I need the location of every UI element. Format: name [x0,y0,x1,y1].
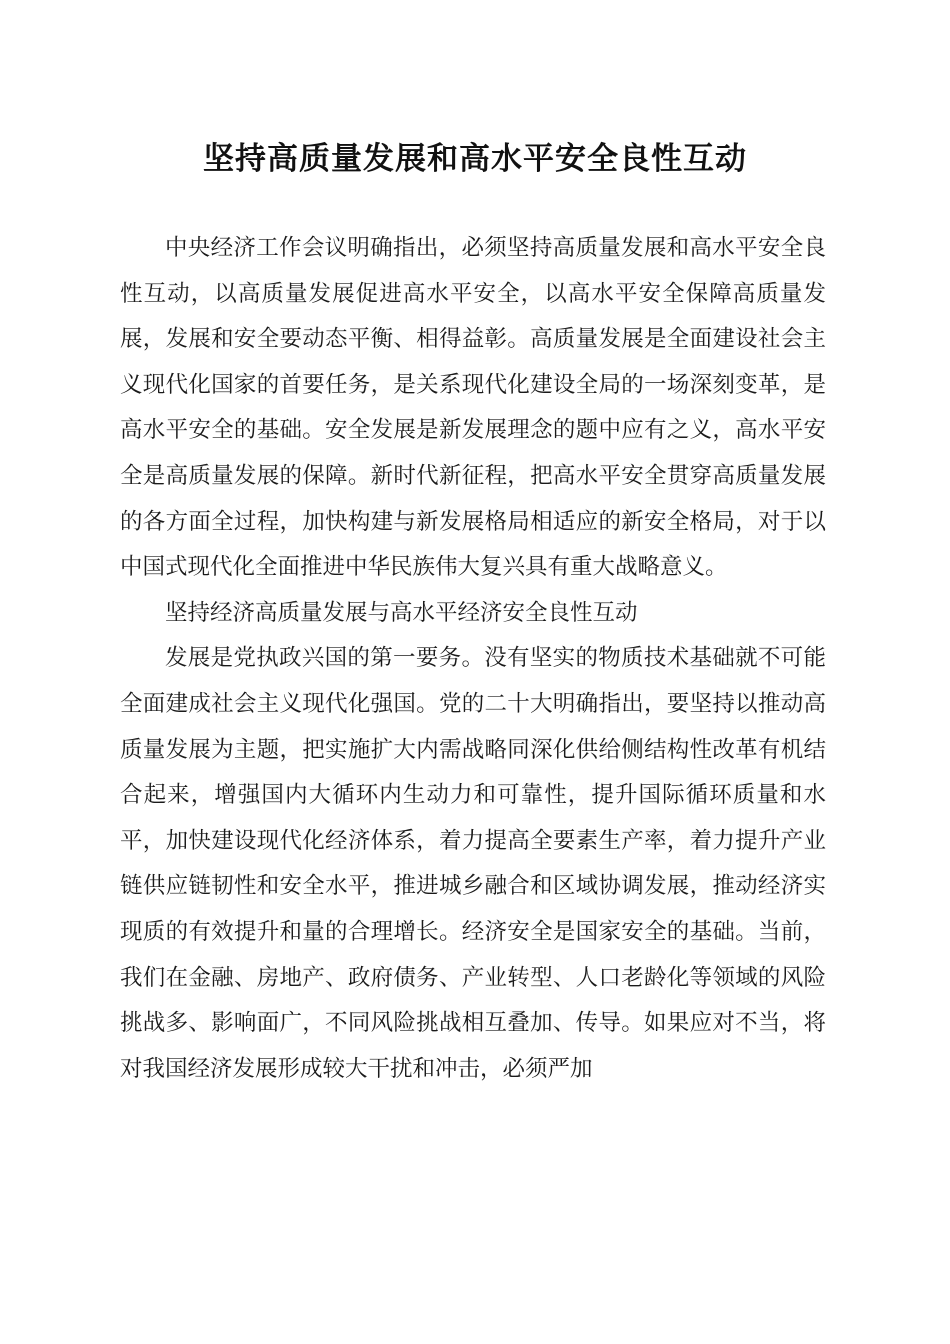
document-body [120,226,826,1092]
section-heading: 坚持经济高质量发展与高水平经济安全良性互动 [165,599,638,626]
paragraph-development: 发展是党执政兴国的第一要务。没有坚实的物质技术基础就不可能全面建成社会主义现代化强国。党的二十大明确指出，要坚持以推动高质量发展为主题，把实施扩大内需战略同深化供给侧结构性改革有机结合起来，增强国内大循环内生动力和可靠性，提升国际循环质量和水平，加快建设现代化经济体系，着力提高全要素生产率，着力提升产业链供应链韧性和安全水平，推进城乡融合和区域协调发展，推动经济实现质的有效提升和量的合理增长。经济安全是国家安全的基础。当前，我们在金融、房地产、政府债务、产业转型、人口老龄化等领域的风险挑战多、影响面广，不同风险挑战相互叠加、传导。如果应对不当，将对我国经济发展形成较大干扰和冲击，必须严加 [120,645,826,1082]
document-title: 坚持高质量发展和高水平安全良性互动 [203,141,747,177]
paragraph-intro: 中央经济工作会议明确指出，必须坚持高质量发展和高水平安全良性互动，以高质量发展促进高水平安全，以高水平安全保障高质量发展，发展和安全要动态平衡、相得益彰。高质量发展是全面建设社会主义现代化国家的首要任务，是关系现代化建设全局的一场深刻变革，是高水平安全的基础。安全发展是新发展理念的题中应有之义，高水平安全是高质量发展的保障。新时代新征程，把高水平安全贯穿高质量发展的各方面全过程，加快构建与新发展格局相适应的新安全格局，对于以中国式现代化全面推进中华民族伟大复兴具有重大战略意义。 [120,235,826,581]
